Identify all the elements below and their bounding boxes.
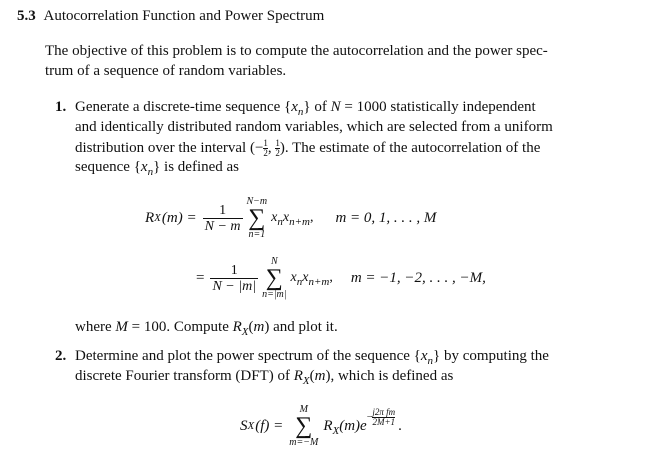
intro-line-2: trum of a sequence of random variables. <box>45 63 287 79</box>
item-1-where-line: where M = 100. Compute $R_X(m)$ and plot it. <box>75 319 338 338</box>
item-2-line-2: discrete Fourier transform (DFT) of $R_X(m)$, which is defined as <box>75 368 454 387</box>
summation-sign-3: M ∑ m=−M <box>289 404 319 448</box>
item-1-line-2: and identically distributed random variables, which are selected from a uniform <box>75 119 553 135</box>
equation-power-spectrum: S X (f) = M ∑ m=−M $R_X(m)e$ − $\frac{\text{j2π fm}}{2M+1}$ . <box>240 404 402 448</box>
range-1: m = 0, 1, . . . , M <box>335 209 437 226</box>
summand-2: $x_nx_{n+m}$, <box>290 270 333 288</box>
equation-autocorrelation-negative: = $\frac{1}{N - |m|}$ N ∑ n=|m| $x_nx_{n+m}$, m = −1, −2, . . . , −M, <box>196 256 486 300</box>
item-2-line-1: Determine and plot the power spectrum of the sequence $\{x_n\}$ by computing the <box>75 348 549 367</box>
fraction-one-half-a: $\frac{1}{2}$ <box>263 138 268 158</box>
fraction-1-over-n-minus-abs-m: $\frac{1}{N - |m|}$ <box>212 262 257 294</box>
intro-line-1: The objective of this problem is to compute the autocorrelation and the power spec- <box>45 43 548 59</box>
exponent: − $\frac{\text{j2π fm}}{2M+1}$ <box>366 406 396 427</box>
exponent-fraction: $\frac{\text{j2π fm}}{2M+1}$ <box>372 406 396 427</box>
range-2: m = −1, −2, . . . , −M, <box>350 269 486 286</box>
item-1-number: 1. <box>55 99 67 115</box>
summand-1: $x_nx_{n+m}$, <box>271 210 314 228</box>
section-title: Autocorrelation Function and Power Spectrum <box>43 8 325 24</box>
section-heading <box>17 8 324 25</box>
summand-3: $R_X(m)e$ <box>323 417 367 437</box>
summation-sign-1: N−m ∑ n=1 <box>246 196 268 240</box>
item-1-line-3: distribution over the interval (− $\frac{1}{2}$ , $\frac{1}{2}$ ). The estimate of the autocorrelation of the <box>75 138 541 158</box>
item-2-number: 2. <box>55 348 67 364</box>
item-1-line-4: sequence $\{x_n\}$ is defined as <box>75 159 240 178</box>
section-number: 5.3 <box>17 8 36 24</box>
summation-sign-2: N ∑ n=|m| <box>262 256 287 300</box>
item-1-line-1: Generate a discrete-time sequence $\{x_n\}$ of N = 1000 statistically independent <box>75 99 536 118</box>
equation-autocorrelation-positive: R X (m) = $\frac{1}{N - m}$ N−m ∑ n=1 $x_nx_{n+m}$, m = 0, 1, . . . , M <box>145 196 437 240</box>
fraction-one-half-b: $\frac{1}{2}$ <box>275 138 280 158</box>
fraction-1-over-n-minus-m: $\frac{1}{N - m}$ <box>204 202 241 234</box>
